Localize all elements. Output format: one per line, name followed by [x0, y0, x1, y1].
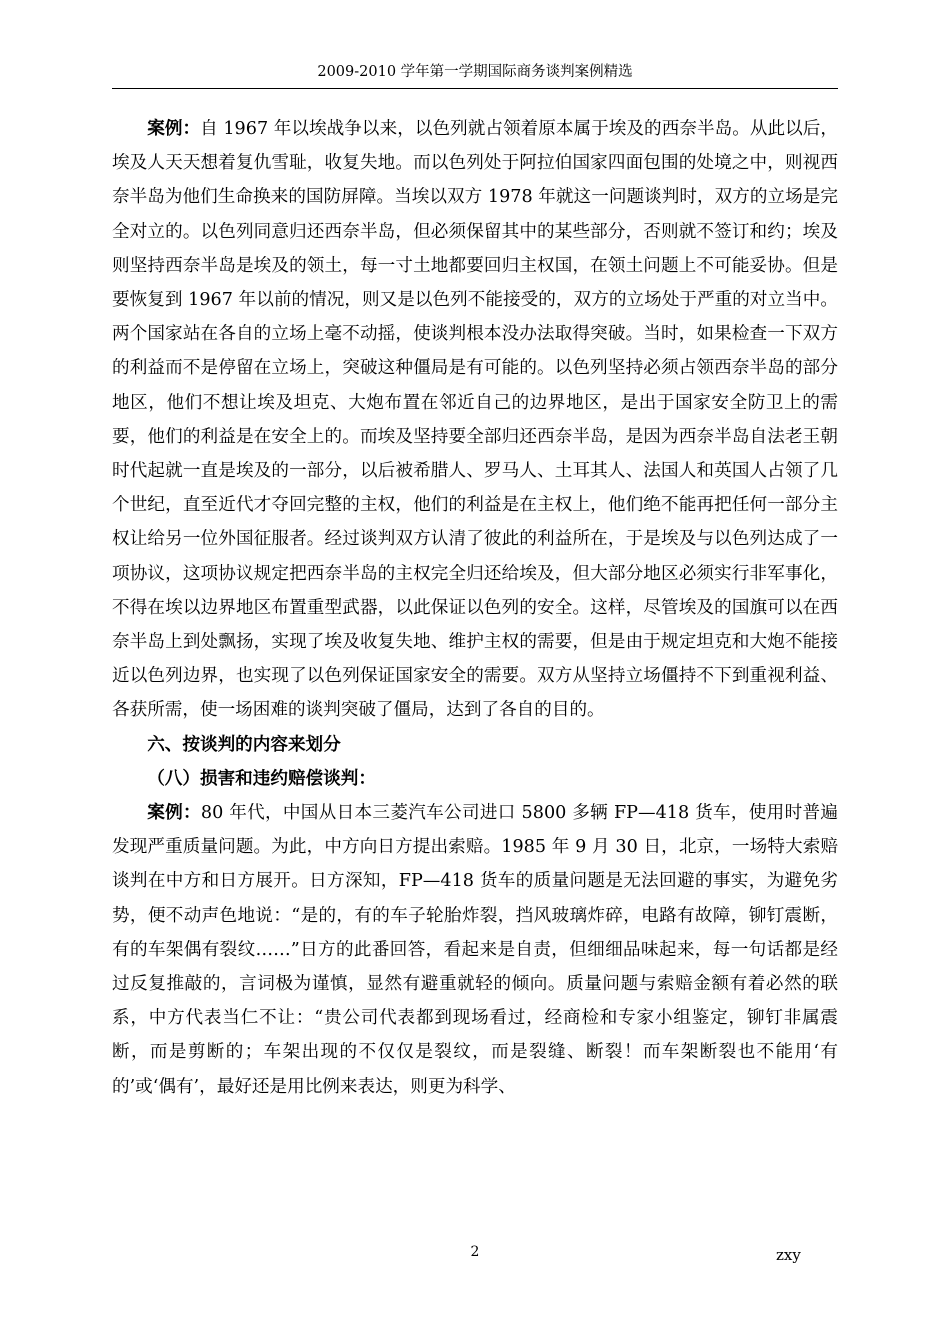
case-paragraph-egypt-israel	[112, 112, 838, 728]
case-paragraph-mitsubishi	[112, 796, 838, 1104]
case-label: 案例：	[147, 118, 201, 139]
page-header-title: 2009-2010 学年第一学期国际商务谈判案例精选	[317, 64, 633, 80]
case-label: 案例：	[147, 802, 201, 824]
header-divider	[112, 88, 838, 89]
case-text: 自 1967 年以埃战争以来，以色列就占领着原本属于埃及的西奈半岛。从此以后，埃及人天天想着复仇雪耻，收复失地。而以色列处于阿拉伯国家四面包围的处境之中，则视西奈半岛为他们生命换来的国防屏障。当埃以双方 1978 年就这一问题谈判时，双方的立场是完全对立的。以色列同意归还西奈半岛，但必须保留其中的某些部分，否则就不签订和约；埃及则坚持西奈半岛是埃及的领土，每一寸土地都要回归主权国，在领土问题上不可能妥协。但是要恢复到 1967 年以前的情况，则又是以色列不能接受的，双方的立场处于严重的对立当中。两个国家站在各自的立场上毫不动摇，使谈判根本没办法取得突破。当时，如果检查一下双方的利益而不是停留在立场上，突破这种僵局是有可能的。以色列坚持必须占领西奈半岛的部分地区，他们不想让埃及坦克、大炮布置在邻近自己的边界地区，是出于国家安全防卫上的需要，他们的利益是在安全上的。而埃及坚持要全部归还西奈半岛，是因为西奈半岛自法老王朝时代起就一直是埃及的一部分，以后被希腊人、罗马人、土耳其人、法国人和英国人占领了几个世纪，直至近代才夺回完整的主权，他们的利益是在主权上，他们绝不能再把任何一部分主权让给另一位外国征服者。经过谈判双方认清了彼此的利益所在，于是埃及与以色列达成了一项协议，这项协议规定把西奈半岛的主权完全归还给埃及，但大部分地区必须实行非军事化，不得在埃以边界地区布置重型武器，以此保证以色列的安全。这样，尽管埃及的国旗可以在西奈半岛上到处飘扬，实现了埃及收复失地、维护主权的需要，但是由于规定坦克和大炮不能接近以色列边界，也实现了以色列保证国家安全的需要。双方从坚持立场僵持不下到重视利益、各获所需，使一场困难的谈判突破了僵局，达到了各自的目的。	[112, 119, 838, 721]
case-text: 80 年代，中国从日本三菱汽车公司进口 5800 多辆 FP—418 货车，使用时普遍发现严重质量问题。为此，中方向日方提出索赔。1985 年 9 月 30 日，北京，一场特大索赔谈判在中方和日方展开。日方深知，FP—418 货车的质量问题是无法回避的事实，为避免劣势，便不动声色地说：“是的，有的车子轮胎炸裂，挡风玻璃炸碎，电路有故障，铆钉震断，有的车架偶有裂纹……”日方的此番回答，看起来是自责，但细细品味起来，每一句话都是经过反复推敲的，言词极为谨慎，显然有避重就轻的倾向。质量问题与索赔金额有着必然的联系，中方代表当仁不让：“贵公司代表都到现场看过，经商检和专家小组鉴定，铆钉非属震断，而是剪断的；车架出现的不仅仅是裂纹，而是裂缝、断裂！而车架断裂也不能用‘有的’或‘偶有’，最好还是用比例来表达，则更为科学、	[112, 803, 838, 1097]
page-number: 2	[470, 1244, 480, 1260]
section-heading: 六、按谈判的内容来划分	[147, 733, 341, 755]
section-subheading: （八）损害和违约赔偿谈判：	[147, 767, 376, 789]
document-body	[112, 112, 838, 1104]
footer-author: zxy	[776, 1246, 801, 1264]
